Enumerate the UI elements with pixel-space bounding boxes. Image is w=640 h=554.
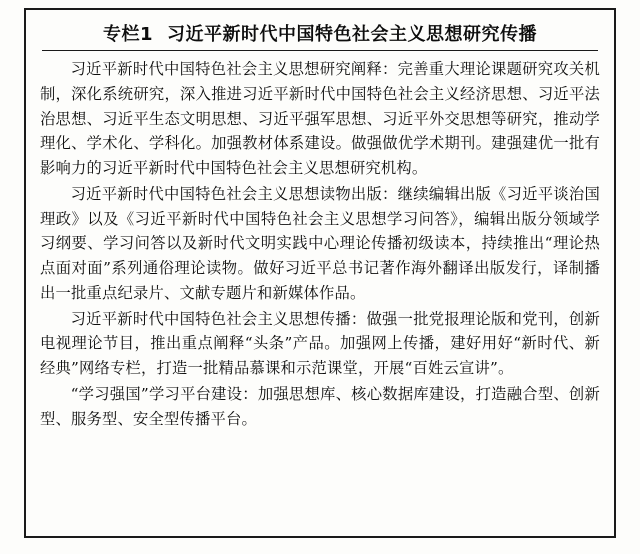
box-title-number: 1 (139, 24, 154, 45)
column-box-inner (26, 10, 614, 437)
box-title-label (103, 24, 153, 45)
box-title (40, 20, 600, 46)
box-title-label-text: 专栏 (102, 24, 140, 45)
title-divider (42, 50, 598, 51)
paragraph-3: 习近平新时代中国特色社会主义思想传播：做强一批党报理论版和党刊，创新电视理论节目，推出重点阐释“头条”产品。加强网上传播，建好用好“新时代、新经典”网络专栏，打造一批精品慕课和示范课堂，开展“百姓云宣讲”。 (40, 309, 600, 378)
column-box (24, 8, 616, 538)
box-body (40, 57, 600, 431)
box-title-heading: 习近平新时代中国特色社会主义思想研究传播 (167, 24, 538, 45)
paragraph-2: 习近平新时代中国特色社会主义思想读物出版：继续编辑出版《习近平谈治国理政》以及《习近平新时代中国特色社会主义思想学习问答》，编辑出版分领域学习纲要、学习问答以及新时代文明实践中心理论传播初级读本，持续推出“理论热点面对面”系列通俗理论读物。做好习近平总书记著作海外翻译出版发行，译制播出一批重点纪录片、文献专题片和新媒体作品。 (40, 184, 600, 302)
paragraph-4: “学习强国”学习平台建设：加强思想库、核心数据库建设，打造融合型、创新型、服务型、安全型传播平台。 (40, 384, 600, 428)
paragraph-1: 习近平新时代中国特色社会主义思想研究阐释：完善重大理论课题研究攻关机制，深化系统研究，深入推进习近平新时代中国特色社会主义经济思想、习近平法治思想、习近平生态文明思想、习近平强军思想、习近平外交思想等研究，推动学理化、学术化、学科化。加强教材体系建设。做强做优学术期刊。建强建优一批有影响力的习近平新时代中国特色社会主义思想研究机构。 (40, 60, 600, 178)
